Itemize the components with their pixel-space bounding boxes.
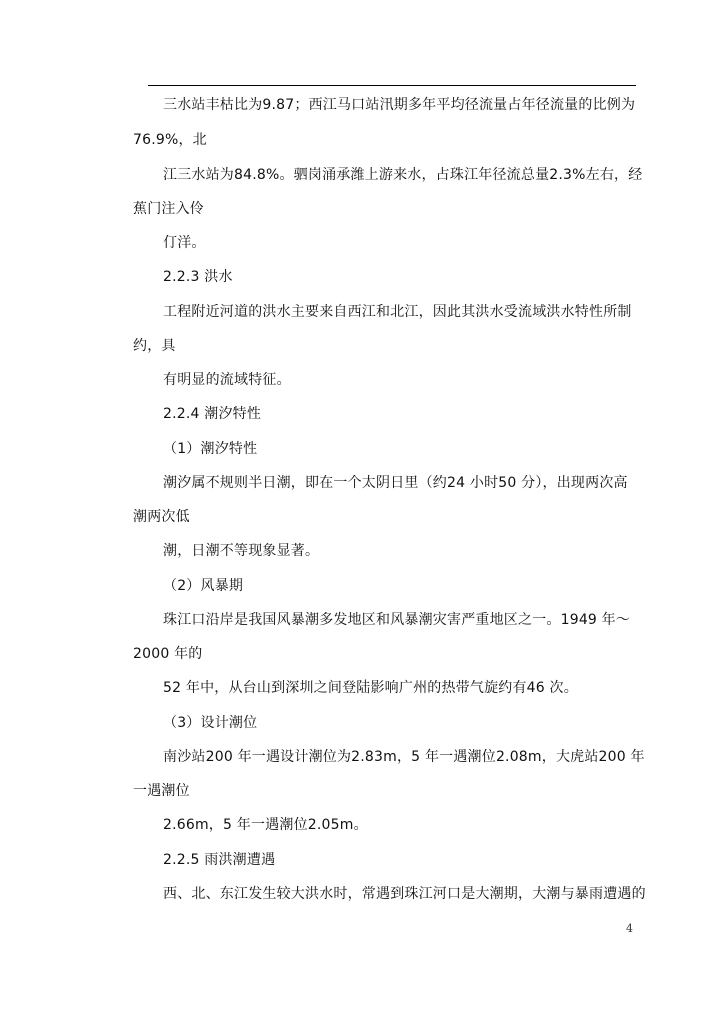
text-line-8: 约，具 [133, 338, 176, 354]
section-heading-2-2-3: 2.2.3 洪水 [163, 269, 233, 285]
text-line-24: 西、北、东江发生较大洪水时，常遇到珠江河口是大潮期，大潮与暴雨遭遇的 [163, 886, 646, 902]
subheading-3: （3）设计潮位 [163, 715, 258, 731]
subheading-1: （1）潮汐特性 [163, 441, 258, 457]
text-line-17: 2000 年的 [133, 646, 203, 662]
text-line-13: 潮两次低 [133, 509, 190, 525]
text-line-20: 南沙站200 年一遇设计潮位为2.83m，5 年一遇潮位2.08m，大虎站200 年 [163, 749, 645, 765]
text-line-9: 有明显的流域特征。 [163, 372, 291, 388]
text-line-22: 2.66m，5 年一遇潮位2.05m。 [163, 817, 368, 833]
text-line-5: 仃洋。 [163, 235, 206, 251]
page-number: 4 [626, 922, 633, 935]
subheading-2: （2）风暴期 [163, 578, 244, 594]
text-line-16: 珠江口沿岸是我国风暴潮多发地区和风暴潮灾害严重地区之一。1949 年～ [163, 612, 631, 628]
text-line-21: 一遇潮位 [133, 783, 190, 799]
text-line-7: 工程附近河道的洪水主要来自西江和北江，因此其洪水受流域洪水特性所制 [163, 304, 632, 320]
text-line-14: 潮，日潮不等现象显著。 [163, 543, 320, 559]
text-line-1: 三水站丰枯比为9.87；西江马口站汛期多年平均径流量占年径流量的比例为 [163, 97, 636, 113]
header-rule [148, 85, 636, 86]
text-line-4: 蕉门注入伶 [133, 201, 204, 217]
section-heading-2-2-5: 2.2.5 雨洪潮遭遇 [163, 852, 276, 868]
text-line-3: 江三水站为84.8%。驷岗涌承潍上游来水，占珠江年径流总量2.3%左右，经 [163, 167, 643, 183]
text-line-2: 76.9%，北 [133, 132, 207, 148]
text-line-18: 52 年中，从台山到深圳之间登陆影响广州的热带气旋约有46 次。 [163, 680, 578, 696]
text-line-12: 潮汐属不规则半日潮，即在一个太阴日里（约24 小时50 分），出现两次高 [163, 475, 628, 491]
section-heading-2-2-4: 2.2.4 潮汐特性 [163, 406, 262, 422]
